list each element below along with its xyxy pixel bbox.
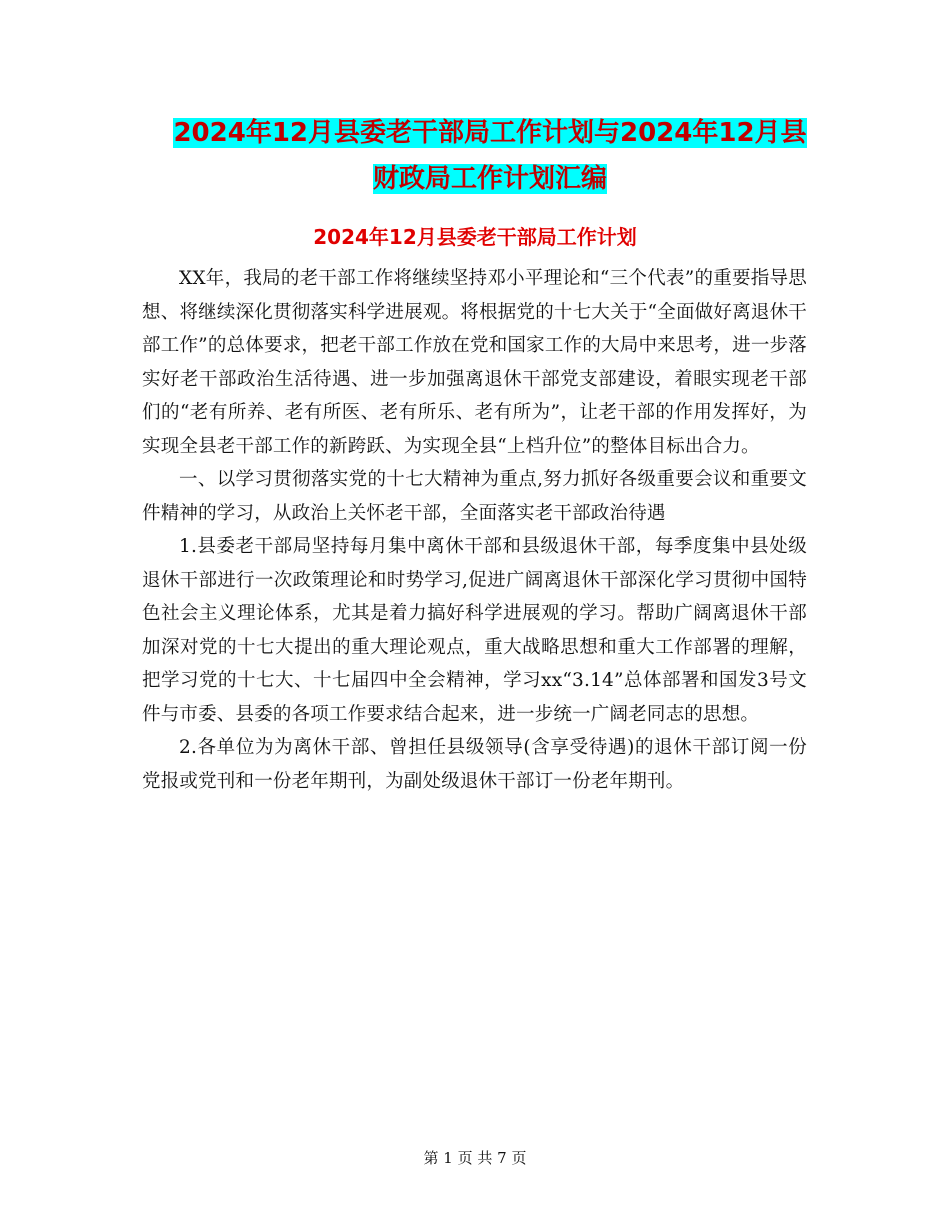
paragraph-intro: XX年，我局的老干部工作将继续坚持邓小平理论和“三个代表”的重要指导思想、将继续深化贯彻落实科学进展观。将根据党的十七大关于“全面做好离退休干部工作”的总体要求，把老干部工作放在党和国家工作的大局中来思考，进一步落实好老干部政治生活待遇、进一步加强离退休干部党支部建设，着眼实现老干部们的“老有所养、老有所医、老有所乐、老有所为”，让老干部的作用发挥好，为实现全县老干部工作的新跨跃、为实现全县“上档升位”的整体目标出合力。 <box>142 268 807 457</box>
paragraph-item-2: 2.各单位为为离休干部、曾担任县级领导(含享受待遇)的退休干部订阅一份党报或党刊和一份老年期刊，为副处级退休干部订一份老年期刊。 <box>142 737 807 792</box>
paragraph-heading-one: 一、以学习贯彻落实党的十七大精神为重点,努力抓好各级重要会议和重要文件精神的学习，从政治上关怀老干部，全面落实老干部政治待遇 <box>142 469 807 524</box>
page-footer: 第 1 页 共 7 页 <box>423 1149 527 1167</box>
document-title <box>140 110 840 202</box>
document-title-line-2: 财政局工作计划汇编 <box>372 164 607 194</box>
paragraph-item-1: 1.县委老干部局坚持每月集中离休干部和县级退休干部，每季度集中县处级退休干部进行一次政策理论和时势学习,促进广阔离退休干部深化学习贯彻中国特色社会主义理论体系，尤其是着力搞好科学进展观的学习。帮助广阔离退休干部加深对党的十七大提出的重大理论观点，重大战略思想和重大工作部署的理解，把学习党的十七大、十七届四中全会精神，学习xx“3.14”总体部署和国发3号文件与市委、县委的各项工作要求结合起来，进一步统一广阔老同志的思想。 <box>142 536 807 725</box>
document-title-line-1: 2024年12月县委老干部局工作计划与2024年12月县 <box>173 118 807 148</box>
section-title: 2024年12月县委老干部局工作计划 <box>313 225 637 249</box>
document-body <box>142 262 807 798</box>
